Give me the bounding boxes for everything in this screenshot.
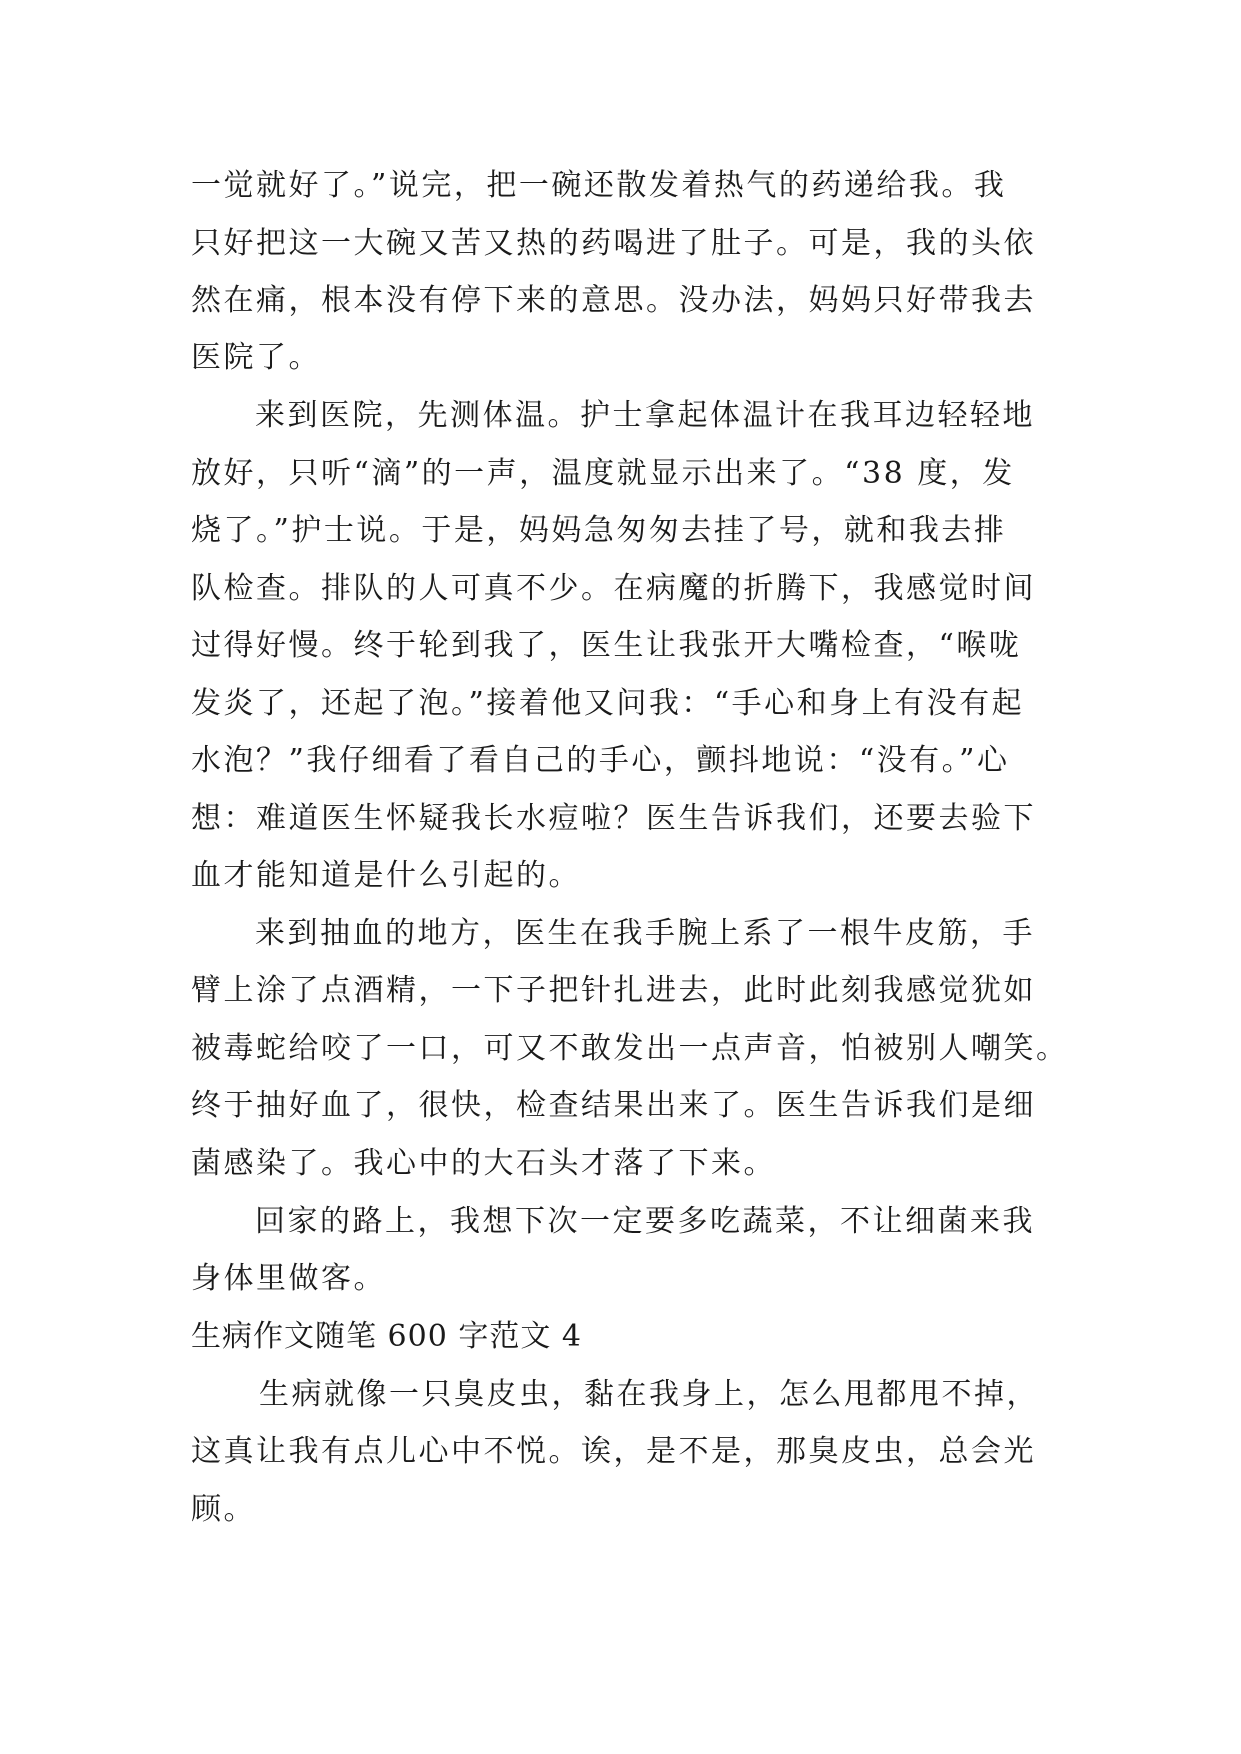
paragraph-2-line-7: 水泡？”我仔细看了看自己的手心，颤抖地说：“没有。”心 <box>191 743 1010 778</box>
paragraph-2-line-2: 放好，只听“滴”的一声，温度就显示出来了。“38 度，发 <box>191 456 1015 491</box>
paragraph-1-line-2: 只好把这一大碗又苦又热的药喝进了肚子。可是，我的头依 <box>191 226 1036 261</box>
paragraph-2-line-4: 队检查。排队的人可真不少。在病魔的折腾下，我感觉时间 <box>191 571 1036 606</box>
paragraph-2-line-9: 血才能知道是什么引起的。 <box>191 858 581 893</box>
final-paragraph-line-3: 顾。 <box>191 1492 256 1527</box>
paragraph-3-line-2: 臂上涂了点酒精，一下子把针扎进去，此时此刻我感觉犹如 <box>191 973 1036 1008</box>
paragraph-3-line-3: 被毒蛇给咬了一口，可又不敢发出一点声音，怕被别人嘲笑。 <box>191 1031 1069 1066</box>
paragraph-3-line-1: 来到抽血的地方，医生在我手腕上系了一根牛皮筋，手 <box>255 916 1035 951</box>
final-paragraph-line-1: 生病就像一只臭皮虫，黏在我身上，怎么甩都甩不掉， <box>259 1377 1039 1412</box>
paragraph-1-line-1: 一觉就好了。”说完，把一碗还散发着热气的药递给我。我 <box>191 168 1007 203</box>
paragraph-4-line-2: 身体里做客。 <box>191 1261 386 1296</box>
paragraph-1-line-4: 医院了。 <box>191 340 321 375</box>
paragraph-3-line-5: 菌感染了。我心中的大石头才落了下来。 <box>191 1146 776 1181</box>
paragraph-2-line-8: 想：难道医生怀疑我长水痘啦？医生告诉我们，还要去验下 <box>191 801 1036 836</box>
section-heading: 生病作文随笔 600 字范文 4 <box>191 1319 582 1354</box>
paragraph-3-line-4: 终于抽好血了，很快，检查结果出来了。医生告诉我们是细 <box>191 1088 1036 1123</box>
paragraph-1-line-3: 然在痛，根本没有停下来的意思。没办法，妈妈只好带我去 <box>191 283 1036 318</box>
paragraph-4-line-1: 回家的路上，我想下次一定要多吃蔬菜，不让细菌来我 <box>255 1204 1035 1239</box>
paragraph-2-line-5: 过得好慢。终于轮到我了，医生让我张开大嘴检查，“喉咙 <box>191 628 1022 663</box>
paragraph-2-line-6: 发炎了，还起了泡。”接着他又问我：“手心和身上有没有起 <box>191 686 1025 721</box>
paragraph-2-line-1: 来到医院，先测体温。护士拿起体温计在我耳边轻轻地 <box>255 398 1035 433</box>
final-paragraph-line-2: 这真让我有点儿心中不悦。诶，是不是，那臭皮虫，总会光 <box>191 1434 1036 1469</box>
paragraph-2-line-3: 烧了。”护士说。于是，妈妈急匆匆去挂了号，就和我去排 <box>191 513 1007 548</box>
